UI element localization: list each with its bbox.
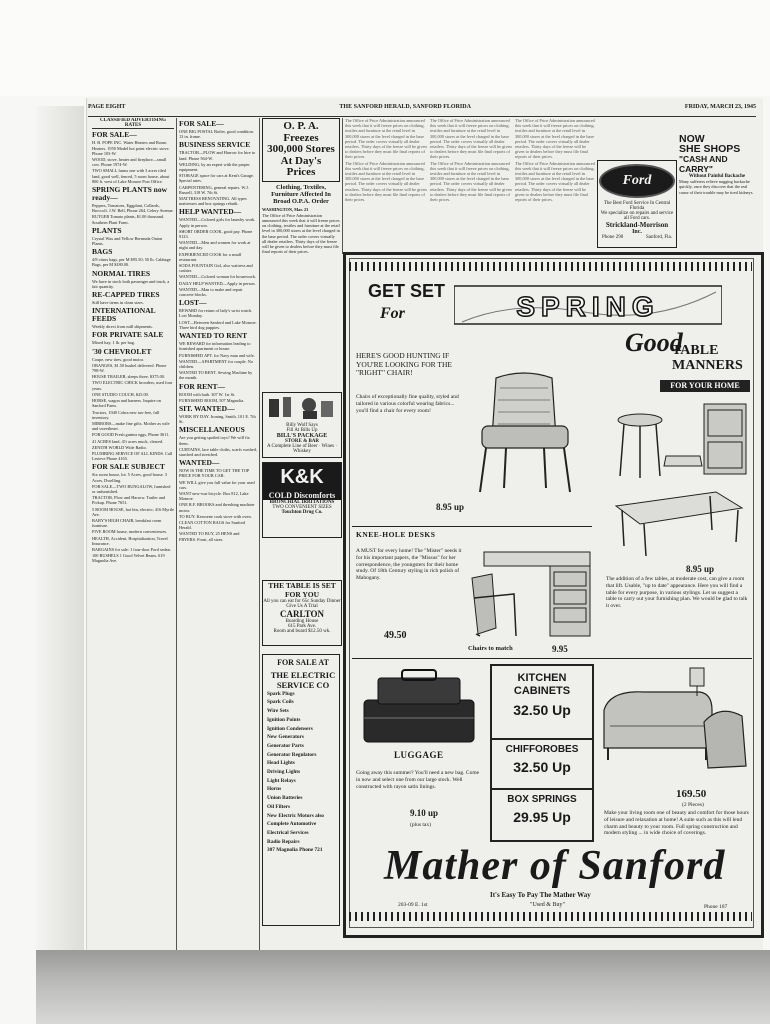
classified-heading: CLASSIFIED ADVERTISING RATES	[92, 118, 174, 129]
table-word: TABLE	[672, 343, 719, 358]
news-column-a	[345, 118, 427, 250]
good-script: Good	[625, 328, 683, 357]
for-your-home-banner: FOR YOUR HOME	[660, 380, 750, 392]
classified-ad: FURNISHED ROOM, 507 Magnolia.	[179, 397, 245, 403]
kk-line3: TWO CONVENIENT SIZES	[272, 505, 332, 510]
electric-item: Ignition Condensers	[267, 725, 313, 732]
carlton-line3: Give Us A Trial	[286, 604, 318, 609]
kneehole-title: KNEE-HOLE DESKS	[356, 530, 436, 539]
classified-section-title: FOR SALE SUBJECT	[92, 462, 165, 472]
classified-section-title: HELP WANTED—	[179, 207, 242, 217]
electric-item: Generator Regulators	[267, 751, 317, 758]
classified-ad: FOR GOOD Fresh guinea eggs, Phone 3611.	[92, 432, 170, 438]
electric-item: Driving Lights	[267, 769, 301, 776]
page-edge-shadow	[36, 106, 84, 952]
tables-price: 8.95 up	[686, 564, 715, 574]
classified-section-title: INTERNATIONAL FEEDS	[92, 306, 156, 324]
carlton-line1: THE TABLE IS SET FOR YOU	[268, 581, 336, 599]
classified-ad: 4/8 citrus bags, per M $95.50; 50 lb. Cabbage Bags, per M $180.00.	[92, 257, 171, 268]
kk-ad	[262, 462, 342, 538]
classified-section-title: MISCELLANEOUS	[179, 425, 245, 435]
column-rule	[342, 118, 343, 254]
electric-item: Spark Coils	[267, 699, 294, 706]
ford-line2: We specialize on repairs and service all Ford cars.	[600, 211, 674, 221]
classified-ad: TWO SMALL farms one with 3 acres tiled land, good well, fenced, 5 room house, about 800 ft. west of Lake Monroe Post Office.	[92, 168, 170, 184]
electric-item: Complete Automotive Electrical Services	[267, 821, 317, 836]
carlton-line2: All you can eat for 65c Sunday Dinner	[263, 599, 341, 604]
classified-ad: Coupe, new tires, good motor.	[92, 356, 144, 362]
classified-ad: STORAGE space for cars at Kent's Garage. Special rates.	[179, 173, 255, 184]
classified-section-title: RE-CAPPED TIRES	[92, 290, 160, 300]
classified-section-title: BUSINESS SERVICE	[179, 140, 251, 150]
tables-illustration	[606, 396, 752, 562]
electric-item: Radio Repairs	[267, 838, 300, 845]
carlton-ad	[262, 580, 342, 646]
scan-background-bottom	[36, 950, 770, 1024]
classified-ad: Peppers, Tomatoes, Eggplant, Collards, Broccoli. J.W. Bell, Phone 264, Celery Avenue.	[92, 203, 174, 214]
news-column-b	[430, 118, 512, 250]
get-set-heading: GET SET	[368, 281, 446, 301]
scan-background-top	[0, 0, 770, 96]
classified-ad: ONE R.F. BROOKS and threshing machine motor.	[179, 502, 255, 513]
now-sub: Without Painful Backache	[688, 174, 746, 179]
ad-decorative-stripe	[349, 262, 752, 271]
now-she-shops-ad	[679, 134, 755, 248]
ford-dealer-name: Strickland-Morrison	[605, 221, 669, 229]
classified-ad: ORANGES, $1.50 bushel delivered. Phone 798-W.	[92, 362, 167, 374]
classified-ad: WANTED—Men and women for work at night and day.	[179, 240, 251, 251]
classified-section-title: WANTED TO RENT	[179, 331, 248, 341]
classified-column-1	[92, 118, 174, 950]
classified-section-title: PLANTS	[92, 225, 122, 235]
classified-ad: WANTED—Man to make and repair concrete blocks.	[179, 286, 243, 298]
classified-section-title: FOR RENT—	[179, 381, 226, 391]
box-springs-title: BOX SPRINGS	[507, 794, 577, 805]
opa-body: The Office of Price Administration announced this week that it will freeze prices on clothing, textiles and furniture at the retail level in 300,000 stores at the level charged in the base period. The order covers virtually all dealer retailers. Thirty days of the freeze will be given to dealers before they must file final reports of their prices.	[262, 212, 340, 255]
mather-slogan2: "Used & Buy"	[530, 902, 565, 908]
classified-ad: SHORT ORDER COOK, good pay. Phone 9123.	[179, 228, 253, 240]
luggage-body: Going away this summer? You'll need a new bag. Come in now and select one from our large stock. Well constructed with rayon satin linings.	[356, 770, 480, 790]
ford-dealer-inc: Inc.	[632, 229, 642, 235]
ad-decorative-stripe	[349, 912, 752, 921]
classified-ad: FOR SALE—TWO BUNGALOW, furnished or unfurnished.	[92, 483, 171, 494]
bills-label2: Fill At Bills Up	[286, 428, 318, 433]
classified-ad: RUTGER Tomato plants, $1.00 thousand. Southern Plant Farm.	[92, 214, 165, 225]
news-text: The Office of Price Administration announced this week that it will freeze prices on clothing, textiles and furniture at the retail level in 300,000 stores at the level charged in the base period. The order covers virtually all dealer retailers. Thirty days of the freeze will be given to dealers before they must file final reports of their prices.	[430, 118, 512, 160]
suite-pieces: (2 Pieces)	[682, 802, 704, 808]
chairs-match-label: Chairs to match	[468, 645, 513, 652]
spring-banner	[454, 282, 722, 328]
news-text: The Office of Price Administration announced this week that it will freeze prices on clothing, textiles and furniture at the retail level in 300,000 stores at the level charged in the base period. The order covers virtually all dealer retailers. Thirty days of the freeze will be given to dealers before they must file final reports of their prices.	[345, 118, 427, 160]
classified-section-title: '30 CHEVROLET	[92, 346, 152, 356]
classified-ad: CLEAN COTTON RAGS for Sanford Herald.	[179, 519, 246, 531]
news-column-c	[515, 118, 595, 250]
classified-ad: Still have items in clean sizes.	[92, 300, 144, 306]
opa-article	[262, 118, 340, 258]
page-header	[88, 104, 756, 117]
classified-ad: MIRRORS—make fine gifts. Mother as wife and sweetheart.	[92, 420, 170, 432]
mather-phone: Phone 187	[704, 904, 728, 910]
carlton-addr: 615 Park Ave.	[287, 624, 317, 629]
classified-ad: 5 ROOM HOUSE, hot bin, electric; 416 Myrtle Ave.	[92, 506, 174, 517]
classified-ad: REWARD for return of lady's wrist watch. Lost Monday.	[179, 308, 253, 319]
classified-section-title: NORMAL TIRES	[92, 268, 151, 278]
classified-ad: NOW IS THE TIME TO GET THE TOP PRICE FOR YOUR CAR.	[179, 468, 250, 479]
electric-item: Spark Plugs	[267, 690, 295, 697]
electric-item: Light Relays	[267, 777, 296, 784]
classified-ad: Are you getting spoiled toys? We will fix them.	[179, 435, 250, 446]
classified-ad: CURTAINS, lace table cloths, scarfs washed, starched and stretched.	[179, 446, 257, 457]
spring-text: SPRING	[516, 291, 660, 322]
classified-ad: WELDING, by an expert with the proper equipment.	[179, 161, 250, 173]
classified-section-title: BAGS	[92, 247, 113, 257]
opa-dateline: WASHINGTON, Mar. 23	[262, 206, 309, 212]
classified-ad: TRACTOR—PLOW and Harrow for hire to land. Phone 564-W.	[179, 150, 256, 161]
bills-name: BILL'S PACKAGE	[276, 433, 328, 439]
box-springs-box	[490, 788, 594, 842]
mather-of-sanford-logo: Mather of Sanford	[384, 843, 726, 889]
masthead-line: THE SANFORD HERALD, SANFORD FLORIDA	[339, 104, 471, 110]
chifforobes-price: 32.50 Up	[513, 759, 571, 775]
classified-ad: WE REWARD for information leading to furnished apartment or house.	[179, 341, 251, 352]
electric-items-list	[267, 690, 339, 847]
classified-section-title: LOST—	[179, 298, 207, 308]
kneehole-body: A MUST for every home! The "Mister" needs it for his important papers, the "Missus" for her correspondence, the youngsters for their home study. Of 18th Century styling in rich polish of Mahogany.	[356, 548, 462, 582]
classified-ad: PLUMBING SERVICE OF ALL KINDS. Call Lesieve Phone 4165.	[92, 450, 173, 462]
classified-ad: WOOD, stove, heater and fireplace—small cow. Phone 1974-W.	[92, 157, 167, 168]
classified-ad: WANTED—Colored girls for laundry work. Apply in person.	[179, 217, 256, 228]
divider	[352, 526, 592, 527]
kk-logo: K&K	[263, 463, 341, 491]
for-script: For	[380, 305, 405, 322]
news-text: The Office of Price Administration announced this week that it will freeze prices on clothing, textiles and furniture at the retail level in 300,000 stores at the level charged in the base period. The order covers virtually all dealer retailers. Thirty days of the freeze will be given to dealers before they must file final reports of their prices.	[345, 160, 427, 203]
classified-ad: HORSE, wagon and harness. Inquire on Sanford Farm.	[92, 398, 161, 409]
classified-ad: FIVE ROOM house, modern conveniences.	[92, 529, 168, 535]
classified-section-title: FOR SALE—	[179, 119, 224, 128]
electric-item: Ignition Points	[267, 716, 301, 723]
classified-ad: Six room house, lot. 5 Acres, good house. 3 Acres, Dwelling.	[92, 472, 167, 483]
opa-headline: O. P. A. Freezes 300,000 Stores At Day's Prices	[262, 118, 340, 182]
divider	[352, 658, 752, 659]
carlton-name: CARLTON	[279, 609, 324, 619]
classified-column-2	[179, 118, 257, 950]
classified-section-title: FOR SALE—	[92, 130, 137, 140]
classified-ad: FURNISHED APT. for Navy man and wife.	[179, 352, 255, 358]
chair-body: Chairs of exceptionally fine quality, styled and tailored in various colorful wearing fabrics... you'll find a chair for every room!	[356, 394, 459, 414]
page-number: PAGE EIGHT	[88, 104, 126, 110]
electric-item: Wire Sets	[267, 708, 289, 715]
electric-item: Union Batteries	[267, 795, 303, 802]
kitchen-cabinets-box	[490, 664, 594, 740]
classified-ad: WE WILL give you full value for your used cars.	[179, 479, 255, 490]
electric-item: Head Lights	[267, 760, 295, 767]
now-line1: NOW	[679, 134, 705, 145]
box-springs-price: 29.95 Up	[513, 809, 571, 825]
classified-ad: LOST—Between Sanford and Lake Monroe: Three bird dog puppies.	[179, 319, 257, 330]
classified-section-title: WANTED—	[179, 458, 220, 468]
classified-ad: MATTRESS RENOVATING. All types mattresses and box springs rebuilt.	[179, 196, 247, 207]
now-line2: SHE SHOPS	[679, 143, 741, 155]
manners-word: MANNERS	[672, 358, 743, 373]
suite-price: 169.50	[676, 788, 707, 800]
classified-ad: ONE STUDIO COUCH, $25.00.	[92, 391, 149, 397]
electric-item: New Generators	[267, 734, 304, 741]
mather-slogan: It's Easy To Pay The Mather Way	[490, 891, 591, 899]
classified-ad: We have in stock both passenger and truck, a fair quantity.	[92, 278, 170, 289]
news-text: The Office of Price Administration announced this week that it will freeze prices on clothing, textiles and furniture at the retail level in 300,000 stores at the level charged in the base period. The order covers virtually all dealer retailers. Thirty days of the freeze will be given to dealers before they must file final reports of their prices.	[430, 160, 512, 203]
tables-body: The addition of a few tables, at moderate cost, can give a room that lift. Usable, "up to date" appearance. Here you will find a table for every purpose, in various stylings. Let us suggest a table to carry out your furnishing plan. We would be glad to talk it over.	[606, 576, 748, 610]
classified-ad: ROOM with bath. 307 W. 1st St.	[179, 391, 236, 397]
electric-heading2: THE ELECTRIC SERVICE CO	[270, 669, 336, 690]
bills-label1: Billy Wolf Says	[286, 423, 318, 428]
classified-ad: WANTED—Colored woman for housework.	[179, 274, 257, 280]
kk-seller: Touchton Drug Co.	[281, 510, 323, 515]
ford-ad	[597, 160, 677, 248]
classified-section-title: SPRING PLANTS now ready—	[92, 185, 168, 203]
classified-ad: Mixed hay, 1 lb. per bag.	[92, 340, 135, 346]
classified-ad: ZENITH WORLD Wide Radio.	[92, 444, 147, 450]
classified-ad: HEALTH, Accident, Hospitalization, Travel Insurance.	[92, 535, 168, 546]
now-body: Many sufferers relieve nagging backache quickly, once they discover that the real cause of their trouble may be tired kidneys.	[679, 179, 754, 195]
classified-ad: BABY'S HIGH CHAIR, breakfast room furniture.	[92, 517, 162, 529]
classified-section-title: SIT. WANTED—	[179, 403, 235, 413]
column-rule	[176, 118, 177, 950]
ford-logo: Ford	[599, 164, 675, 198]
now-line3: "CASH AND CARRY"	[679, 154, 728, 174]
classified-ad: WANTED TO BUY, 25 HENS and FRYERS. Front, all sizes.	[179, 531, 240, 542]
bills-package-ad	[262, 392, 342, 458]
classified-ad: EXPERIENCED COOK for a small restaurant.	[179, 251, 242, 262]
chair-price: 8.95 up	[436, 502, 465, 512]
luggage-illustration	[358, 666, 480, 750]
ford-phone: Phone 290	[602, 235, 624, 240]
opa-subhead: Clothing, Textiles, Furniture Affected In Broad O.P.A. Order	[271, 183, 331, 205]
chifforobes-box	[490, 738, 594, 790]
chifforobes-title: CHIFFOROBES	[505, 744, 579, 755]
classified-ad: 100 BUSHELS 1 Good Velvet Beans. 619 Magnolia Ave.	[92, 553, 165, 564]
carlton-rates: Room and board $12.50 wk.	[273, 629, 331, 634]
issue-date: FRIDAY, MARCH 23, 1945	[684, 104, 756, 110]
kk-line1: COLD Discomforts	[263, 491, 341, 500]
carlton-sub: Boarding House	[285, 619, 319, 624]
column-rule	[259, 118, 260, 950]
kitchen-price: 32.50 Up	[513, 702, 571, 718]
electric-item: Generator Parts	[267, 742, 304, 749]
classified-ad: HOUSE TRAILER, sleeps three, $375.00.	[92, 374, 165, 380]
classified-ad: WANTED TO RENT. Sewing Machine by the month.	[179, 370, 253, 381]
ford-line1: The Best Ford Service In Central Florida	[603, 201, 671, 211]
bills-store: STORE & BAR	[284, 439, 320, 444]
classified-ad: 41 ACRES land, 4½ acres muck, cleared.	[92, 438, 164, 444]
classified-ad: BARGAINS for sale: 1 four-door Ford sedan.	[92, 546, 171, 552]
classified-ad: TWO ELECTRIC CHICK brooders, used four years.	[92, 380, 173, 391]
bar-illustration	[265, 393, 339, 421]
classified-section-title: FOR PRIVATE SALE	[92, 330, 164, 340]
classified-ad: Weekly direct from mill shipments.	[92, 324, 153, 330]
news-text: The Office of Price Administration announced this week that it will freeze prices on clothing, textiles and furniture at the retail level in 300,000 stores at the level charged in the base period. The order covers virtually all dealer retailers. Thirty days of the freeze will be given to dealers before they must file final reports of their prices.	[515, 160, 595, 203]
classified-ad: Crystal Wax and Yellow Bermuda Onion Plants.	[92, 235, 163, 247]
news-text: The Office of Price Administration announced this week that it will freeze prices on clothing, textiles and furniture at the retail level in 300,000 stores at the level charged in the base period. The order covers virtually all dealer retailers. Thirty days of the freeze will be given to dealers before they must file final reports of their prices.	[515, 118, 595, 160]
ford-city: Sanford, Fla.	[646, 235, 672, 240]
classified-ad: WANT new-war bicycle. Box 812, Lake Monroe.	[179, 490, 249, 502]
luggage-price: 9.10 up	[410, 808, 439, 818]
classified-ad: H. B. POPE INC. Water Heaters and Room Heaters. 1950 Model hot point electric stove. Phone 103-W.	[92, 140, 170, 156]
classified-ad: WORK BY DAY. Ironing, Smith, 101 E. 7th St.	[179, 413, 256, 425]
desk-illustration	[466, 538, 596, 642]
electric-service-ad	[262, 654, 340, 926]
classified-ad: ONE BIG POSTAL Boiler, good condition. 13 in. frame.	[179, 129, 254, 140]
chairs-match-price: 9.95	[552, 644, 568, 654]
classified-ad: DAILY HELP WANTED—Apply in person.	[179, 280, 256, 286]
classified-ad: Tractors, 1940 Cobra new tax-free, full inventory.	[92, 409, 160, 420]
bills-line: A Complete Line of Beer · Wines · Whiskey	[266, 444, 338, 454]
suite-body: Make your living room one of beauty and comfort for those hours of leisure and relaxation at home! A suite such as this will lend charm and beauty to your room. Full spring construction and modern styling ... in wide choice of coverings.	[604, 810, 749, 837]
electric-addr: 307 Magnolia Phone 721	[267, 847, 323, 854]
kk-line2: BRONCHIAL IRRITATIONS	[269, 500, 335, 505]
desk-price: 49.50	[384, 630, 407, 641]
classified-ad: SODA FOUNTAIN Girl, also waitress and cashier.	[179, 263, 253, 274]
classified-ad: WANTED—APARTMENT for couple. No children.	[179, 358, 253, 369]
living-room-suite-illustration	[600, 664, 750, 780]
kitchen-title: KITCHEN CABINETS	[513, 672, 571, 697]
classified-ad: TO BUY: Kerosene cook stove with oven.	[179, 513, 252, 519]
mather-address: 203-09 E. 1st	[398, 902, 428, 908]
table-title	[672, 343, 743, 373]
classified-ad: TRACTOR, Plow and Harrow. Trailer and Pickup. Phone 7651.	[92, 495, 166, 506]
luggage-tax: (plus tax)	[410, 822, 431, 828]
electric-item: Oil Filters	[267, 803, 291, 810]
electric-item: New Electric Motors also	[267, 812, 324, 819]
classified-ad: CARPENTERING, general repairs. W.J. Russell, 318 W. 7th St.	[179, 184, 249, 195]
electric-item: Horns	[267, 786, 282, 793]
electric-heading1: FOR SALE AT	[277, 658, 329, 667]
armchair-illustration	[476, 368, 574, 498]
luggage-title: LUGGAGE	[394, 750, 444, 760]
chair-title: HERE'S GOOD HUNTING IF YOU'RE LOOKING FOR THE "RIGHT" CHAIR!	[356, 351, 453, 377]
